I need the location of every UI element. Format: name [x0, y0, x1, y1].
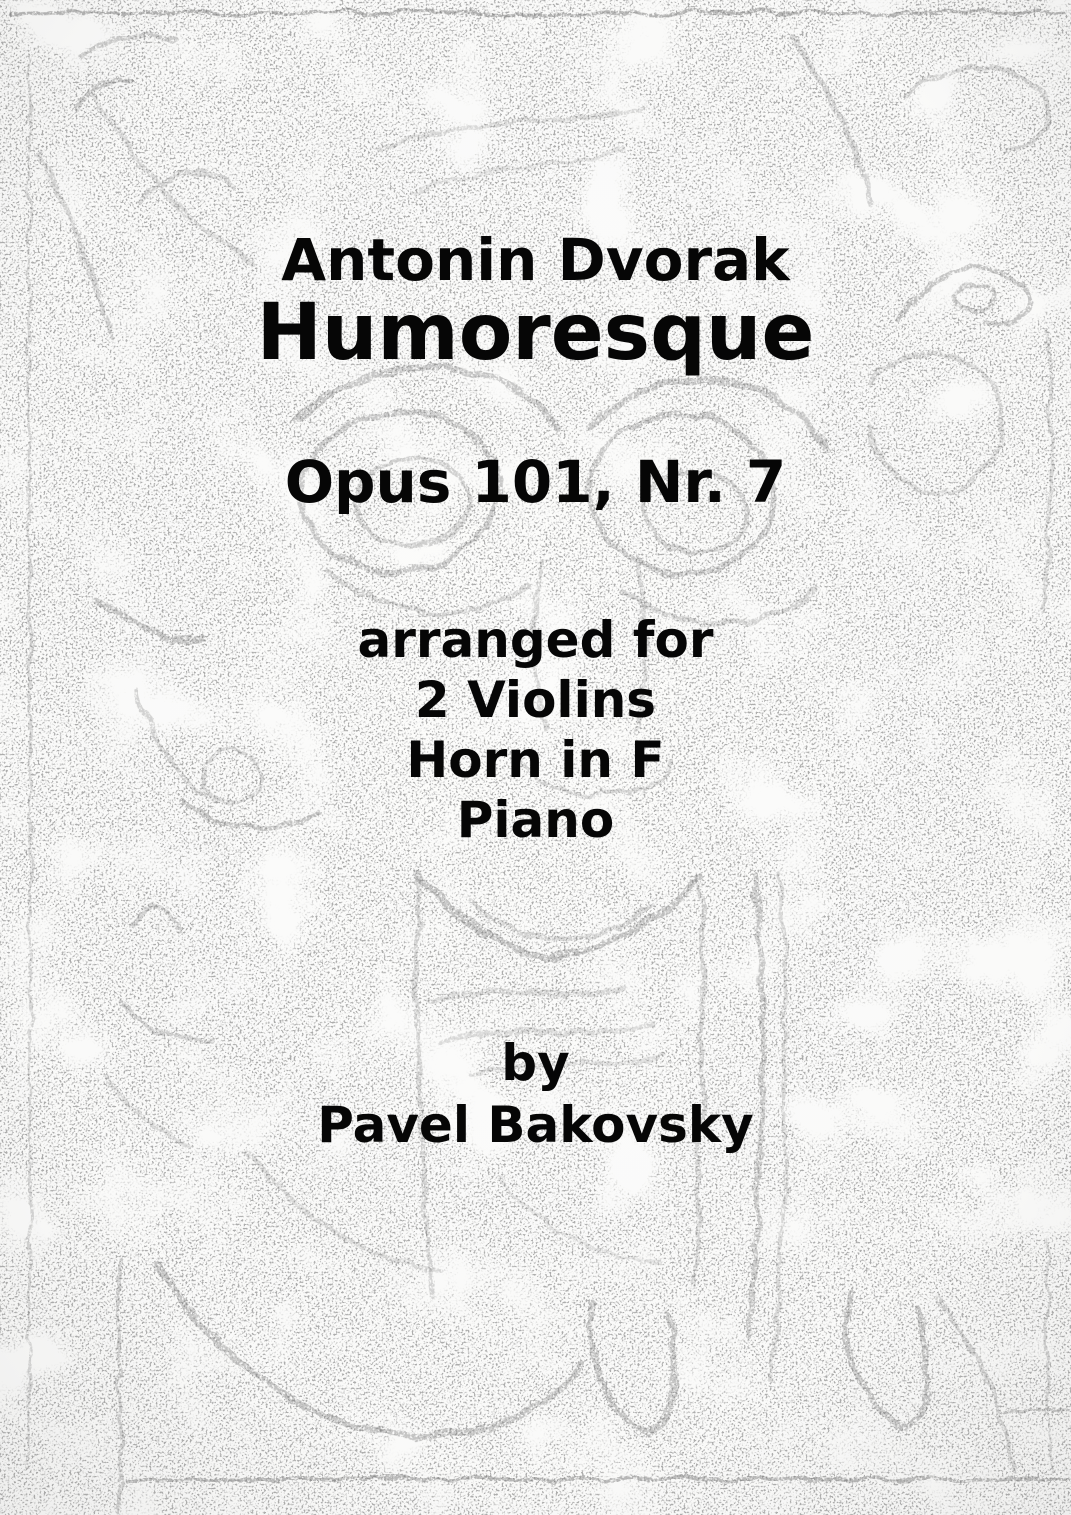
instrument-piano: Piano [456, 791, 615, 849]
instrument-violins: 2 Violins [414, 671, 657, 729]
instrument-horn: Horn in F [406, 731, 665, 789]
arranger-name: Pavel Bakovsky [317, 1096, 754, 1154]
arrangement-block [0, 610, 1071, 850]
opus-number: Opus 101, Nr. 7 [284, 448, 787, 516]
work-title: Humoresque [256, 288, 815, 378]
credit-block [0, 1032, 1071, 1156]
by-label: by [501, 1034, 570, 1092]
arranged-for-label: arranged for [357, 611, 714, 669]
composer-name: Antonin Dvorak [281, 226, 790, 294]
